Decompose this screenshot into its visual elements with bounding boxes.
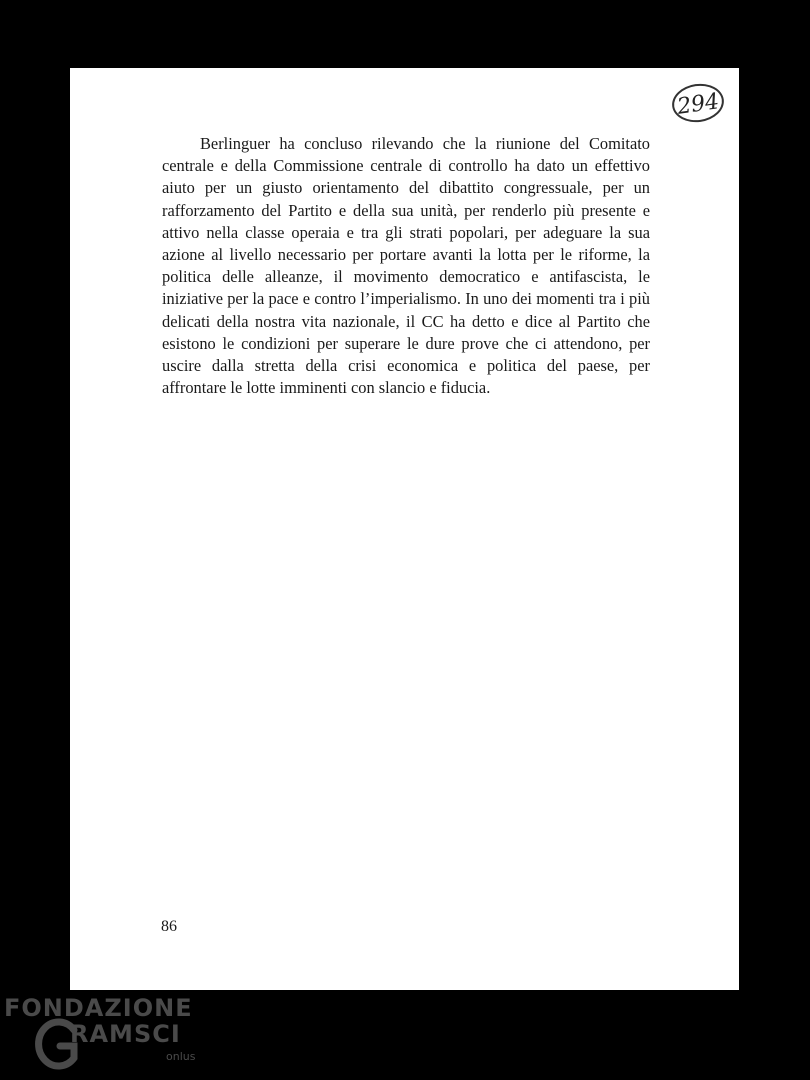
logo-subtitle: onlus [166,1050,196,1063]
fondazione-gramsci-logo [4,990,214,1080]
page-number: 86 [161,918,177,935]
logo-line1: FONDAZIONE [4,994,193,1022]
archive-number-stamp: 294 [670,81,727,126]
body-paragraph: Berlinguer ha concluso rilevando che la riunione del Comitato centrale e della Commissione centrale di controllo ha dato un effettivo aiuto per un giusto orientamento del dibattito congressuale, per un rafforzamento del Partito e della sua unità, per renderlo più presente e attivo nella classe operaia e tra gli strati popolari, per adeguare la sua azione al livello necessario per portare avanti la lotta per le riforme, la politica delle alleanze, il movimento democratico e antifascista, le iniziative per la pace e contro l’imperialismo. In uno dei momenti tra i più delicati della nostra vita nazionale, il CC ha detto e dice al Partito che esistono le condizioni per superare le dure prove che ci attendono, per uscire dalla stretta della crisi economica e politica del paese, per affrontare le lotte imminenti con slancio e fiducia. [162,134,650,398]
logo-line2: RAMSCI [70,1020,181,1048]
document-page [70,68,739,990]
